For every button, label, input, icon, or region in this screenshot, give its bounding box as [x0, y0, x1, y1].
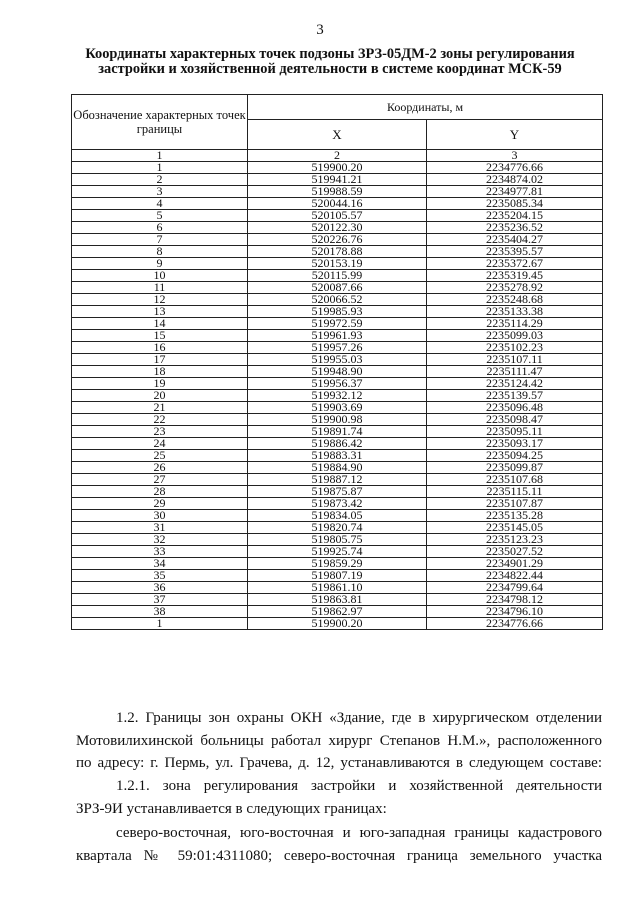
- y-coordinate-cell: 2234822.44: [427, 570, 603, 582]
- point-number-cell: 2: [72, 174, 248, 186]
- paragraph-line: 1.2. Границы зон охраны ОКН «Здание, где в хирургическом отделении: [116, 710, 602, 726]
- paragraph-line: 1.2.1. зона регулирования застройки и хозяйственной деятельности: [116, 778, 602, 794]
- x-coordinate-cell: 519955.03: [248, 354, 427, 366]
- y-coordinate-cell: 2234776.66: [427, 162, 603, 174]
- point-number-cell: 9: [72, 258, 248, 270]
- point-number-cell: 26: [72, 462, 248, 474]
- title-line-1: Координаты характерных точек подзоны ЗРЗ-05ДМ-2 зоны регулирования: [85, 46, 575, 62]
- y-coordinate-cell: 2235107.68: [427, 474, 603, 486]
- x-coordinate-cell: 519859.29: [248, 558, 427, 570]
- x-coordinate-cell: 520087.66: [248, 282, 427, 294]
- point-number-cell: 20: [72, 390, 248, 402]
- point-number-cell: 34: [72, 558, 248, 570]
- y-coordinate-cell: 2234776.66: [427, 618, 603, 630]
- x-coordinate-cell: 519957.26: [248, 342, 427, 354]
- y-coordinate-cell: 2235107.87: [427, 498, 603, 510]
- column-number: 3: [427, 150, 603, 162]
- point-number-cell: 18: [72, 366, 248, 378]
- header-y: Y: [427, 120, 603, 150]
- point-number-cell: 1: [72, 162, 248, 174]
- paragraph-line: Мотовилихинской больницы работал хирург Степанов Н.М.», расположенного: [76, 732, 602, 749]
- point-number-cell: 12: [72, 294, 248, 306]
- paragraph-line: северо-восточная, юго-восточная и юго-западная границы кадастрового: [116, 825, 602, 841]
- x-coordinate-cell: 520226.76: [248, 234, 427, 246]
- point-number-cell: 6: [72, 222, 248, 234]
- x-coordinate-cell: 519985.93: [248, 306, 427, 318]
- header-coordinates: Координаты, м: [248, 95, 603, 120]
- point-number-cell: 21: [72, 402, 248, 414]
- y-coordinate-cell: 2235095.11: [427, 426, 603, 438]
- y-coordinate-cell: 2235027.52: [427, 546, 603, 558]
- coordinates-table-body: [72, 162, 603, 630]
- x-coordinate-cell: 519900.98: [248, 414, 427, 426]
- y-coordinate-cell: 2235111.47: [427, 366, 603, 378]
- point-number-cell: 15: [72, 330, 248, 342]
- coordinates-table: [71, 94, 603, 630]
- y-coordinate-cell: 2234798.12: [427, 594, 603, 606]
- point-number-cell: 37: [72, 594, 248, 606]
- x-coordinate-cell: 520115.99: [248, 270, 427, 282]
- point-number-cell: 35: [72, 570, 248, 582]
- point-number-cell: 1: [72, 618, 248, 630]
- point-number-cell: 5: [72, 210, 248, 222]
- x-coordinate-cell: 519886.42: [248, 438, 427, 450]
- x-coordinate-cell: 519834.05: [248, 510, 427, 522]
- x-coordinate-cell: 519887.12: [248, 474, 427, 486]
- x-coordinate-cell: 520153.19: [248, 258, 427, 270]
- x-coordinate-cell: 519820.74: [248, 522, 427, 534]
- point-number-cell: 16: [72, 342, 248, 354]
- point-number-cell: 30: [72, 510, 248, 522]
- point-number-cell: 29: [72, 498, 248, 510]
- x-coordinate-cell: 520105.57: [248, 210, 427, 222]
- x-coordinate-cell: 519861.10: [248, 582, 427, 594]
- point-number-cell: 19: [72, 378, 248, 390]
- paragraph-line: ЗРЗ-9И устанавливается в следующих границах:: [76, 800, 387, 817]
- x-coordinate-cell: 519883.31: [248, 450, 427, 462]
- point-number-cell: 28: [72, 486, 248, 498]
- y-coordinate-cell: 2235085.34: [427, 198, 603, 210]
- paragraph-boundaries: [76, 822, 602, 867]
- point-number-cell: 31: [72, 522, 248, 534]
- y-coordinate-cell: 2235395.57: [427, 246, 603, 258]
- y-coordinate-cell: 2234796.10: [427, 606, 603, 618]
- point-number-cell: 23: [72, 426, 248, 438]
- x-coordinate-cell: 519961.93: [248, 330, 427, 342]
- point-number-cell: 36: [72, 582, 248, 594]
- y-coordinate-cell: 2235096.48: [427, 402, 603, 414]
- point-number-cell: 4: [72, 198, 248, 210]
- x-coordinate-cell: 519988.59: [248, 186, 427, 198]
- x-coordinate-cell: 520044.16: [248, 198, 427, 210]
- point-number-cell: 17: [72, 354, 248, 366]
- x-coordinate-cell: 519805.75: [248, 534, 427, 546]
- x-coordinate-cell: 520066.52: [248, 294, 427, 306]
- paragraph-1-2: [76, 707, 602, 775]
- y-coordinate-cell: 2235319.45: [427, 270, 603, 282]
- y-coordinate-cell: 2234901.29: [427, 558, 603, 570]
- y-coordinate-cell: 2235145.05: [427, 522, 603, 534]
- y-coordinate-cell: 2235114.29: [427, 318, 603, 330]
- x-coordinate-cell: 519948.90: [248, 366, 427, 378]
- paragraph-line: квартала № 59:01:4311080; северо-восточная граница земельного участка: [76, 847, 602, 864]
- page-number: 3: [316, 22, 324, 38]
- y-coordinate-cell: 2235099.87: [427, 462, 603, 474]
- x-coordinate-cell: 519900.20: [248, 162, 427, 174]
- x-coordinate-cell: 519891.74: [248, 426, 427, 438]
- paragraph-1-2-1: [76, 775, 602, 820]
- x-coordinate-cell: 519903.69: [248, 402, 427, 414]
- y-coordinate-cell: 2235094.25: [427, 450, 603, 462]
- y-coordinate-cell: 2235102.23: [427, 342, 603, 354]
- x-coordinate-cell: 519862.97: [248, 606, 427, 618]
- x-coordinate-cell: 519873.42: [248, 498, 427, 510]
- y-coordinate-cell: 2235139.57: [427, 390, 603, 402]
- column-number: 2: [248, 150, 427, 162]
- y-coordinate-cell: 2235404.27: [427, 234, 603, 246]
- point-number-cell: 24: [72, 438, 248, 450]
- point-number-cell: 27: [72, 474, 248, 486]
- x-coordinate-cell: 519972.59: [248, 318, 427, 330]
- title-line-2: застройки и хозяйственной деятельности в системе координат МСК-59: [98, 61, 562, 77]
- document-title: [60, 47, 600, 77]
- y-coordinate-cell: 2235107.11: [427, 354, 603, 366]
- point-number-cell: 14: [72, 318, 248, 330]
- point-number-cell: 3: [72, 186, 248, 198]
- y-coordinate-cell: 2235093.17: [427, 438, 603, 450]
- y-coordinate-cell: 2235115.11: [427, 486, 603, 498]
- x-coordinate-cell: 519932.12: [248, 390, 427, 402]
- y-coordinate-cell: 2234977.81: [427, 186, 603, 198]
- point-number-cell: 25: [72, 450, 248, 462]
- y-coordinate-cell: 2235133.38: [427, 306, 603, 318]
- y-coordinate-cell: 2235248.68: [427, 294, 603, 306]
- column-number: 1: [72, 150, 248, 162]
- y-coordinate-cell: 2235372.67: [427, 258, 603, 270]
- point-number-cell: 33: [72, 546, 248, 558]
- y-coordinate-cell: 2234799.64: [427, 582, 603, 594]
- point-number-cell: 11: [72, 282, 248, 294]
- point-number-cell: 32: [72, 534, 248, 546]
- point-number-cell: 7: [72, 234, 248, 246]
- y-coordinate-cell: 2235124.42: [427, 378, 603, 390]
- x-coordinate-cell: 519884.90: [248, 462, 427, 474]
- y-coordinate-cell: 2235135.28: [427, 510, 603, 522]
- y-coordinate-cell: 2234874.02: [427, 174, 603, 186]
- x-coordinate-cell: 519875.87: [248, 486, 427, 498]
- y-coordinate-cell: 2235278.92: [427, 282, 603, 294]
- y-coordinate-cell: 2235099.03: [427, 330, 603, 342]
- table-row: [72, 618, 603, 630]
- x-coordinate-cell: 520178.88: [248, 246, 427, 258]
- x-coordinate-cell: 519941.21: [248, 174, 427, 186]
- y-coordinate-cell: 2235123.23: [427, 534, 603, 546]
- header-points: Обозначение характерных точек границы: [72, 95, 248, 150]
- x-coordinate-cell: 519925.74: [248, 546, 427, 558]
- point-number-cell: 38: [72, 606, 248, 618]
- y-coordinate-cell: 2235204.15: [427, 210, 603, 222]
- x-coordinate-cell: 520122.30: [248, 222, 427, 234]
- x-coordinate-cell: 519900.20: [248, 618, 427, 630]
- point-number-cell: 22: [72, 414, 248, 426]
- point-number-cell: 10: [72, 270, 248, 282]
- x-coordinate-cell: 519863.81: [248, 594, 427, 606]
- x-coordinate-cell: 519956.37: [248, 378, 427, 390]
- y-coordinate-cell: 2235098.47: [427, 414, 603, 426]
- paragraph-line: по адресу: г. Пермь, ул. Грачева, д. 12, устанавливаются в следующем составе:: [76, 755, 602, 771]
- x-coordinate-cell: 519807.19: [248, 570, 427, 582]
- header-x: X: [248, 120, 427, 150]
- y-coordinate-cell: 2235236.52: [427, 222, 603, 234]
- point-number-cell: 13: [72, 306, 248, 318]
- point-number-cell: 8: [72, 246, 248, 258]
